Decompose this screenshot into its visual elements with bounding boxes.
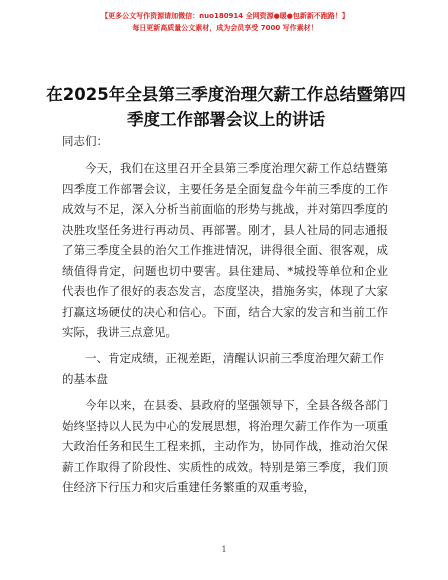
- promo-banner-line-2: 每日更新高质量公文素材，成为会员享受 7000 写作素材！: [132, 24, 318, 32]
- promo-banner-line-1: 【更多公文写作资源请加微信：nuo180914 全网资源●暖●包新新不跑路！】: [101, 12, 349, 20]
- paragraph-opening: 今天，我们在这里召开全县第三季度治理欠薪工作总结暨第四季度工作部署会议，主要任务是全面复盘今年前三季度的工作成效与不足，深入分析当前面临的形势与挑战，并对第四季度的决胜攻坚任务进行再动员、再部署。刚才，县人社局的同志通报了第三季度全县的治欠工作推进情况，讲得很全面、很客观，成绩值得肯定，问题也切中要害。县住建局、*城投等单位和企业代表也作了很好的表态发言，态度坚决，措施务实，体现了大家打赢这场硬仗的决心和信心。下面，结合大家的发言和当前工作实际，我讲三点意见。: [62, 161, 388, 339]
- salutation: 同志们：: [62, 134, 108, 148]
- document-title: 在2025年全县第三季度治理欠薪工作总结暨第四季度工作部署会议上的讲话: [46, 85, 406, 129]
- section-heading-1: 一、肯定成绩，正视差距，清醒认识前三季度治理欠薪工作的基本盘: [62, 351, 384, 386]
- paragraph-section-1: 今年以来，在县委、县政府的坚强领导下，全县各级各部门始终坚持以人民为中心的发展思想，将治理欠薪工作作为一项重大政治任务和民生工程来抓，主动作为，协同作战，推动治欠保薪工作取得了阶段性、实质性的成效。特别是第三季度，我们顶住经济下行压力和灾后重建任务繁重的双重考验，: [62, 398, 388, 494]
- page-number: 1: [221, 545, 227, 554]
